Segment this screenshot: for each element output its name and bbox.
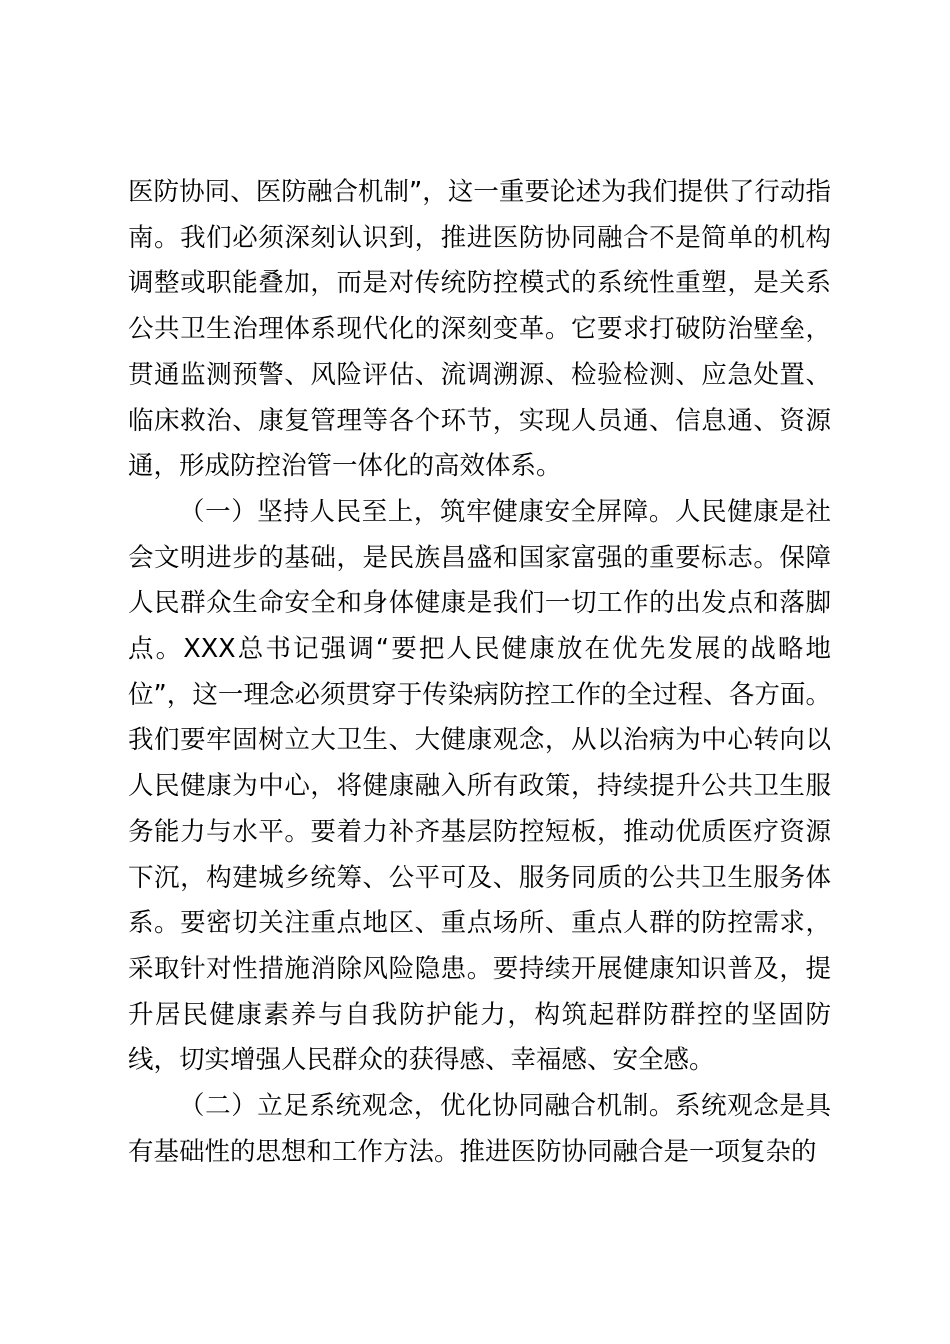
paragraph-section-2: （二）立足系统观念，优化协同融合机制。系统观念是具有基础性的思想和工作方法。推进医防协同融合是一项复杂的 [128,1091,831,1167]
paragraph-section-1: （一）坚持人民至上，筑牢健康安全屏障。人民健康是社会文明进步的基础，是民族昌盛和国家富强的重要标志。保障人民群众生命安全和身体健康是我们一切工作的出发点和落脚点。XXX总书记强调“要把人民健康放在优先发展的战略地位”，这一理念必须贯穿于传染病防控工作的全过程、各方面。我们要牢固树立大卫生、大健康观念，从以治病为中心转向以人民健康为中心，将健康融入所有政策，持续提升公共卫生服务能力与水平。要着力补齐基层防控短板，推动优质医疗资源下沉，构建城乡统筹、公平可及、服务同质的公共卫生服务体系。要密切关注重点地区、重点场所、重点人群的防控需求，采取针对性措施消除风险隐患。要持续开展健康知识普及，提升居民健康素养与自我防护能力，构筑起群防群控的坚固防线，切实增强人民群众的获得感、幸福感、安全感。 [128,496,831,1076]
paragraph-continued: 医防协同、医防融合机制”，这一重要论述为我们提供了行动指南。我们必须深刻认识到，推进医防协同融合不是简单的机构调整或职能叠加，而是对传统防控模式的系统性重塑，是关系公共卫生治理体系现代化的深刻变革。它要求打破防治壁垒，贯通监测预警、风险评估、流调溯源、检验检测、应急处置、临床救治、康复管理等各个环节，实现人员通、信息通、资源通，形成防控治管一体化的高效体系。 [128,177,831,482]
body-text [128,170,831,1175]
